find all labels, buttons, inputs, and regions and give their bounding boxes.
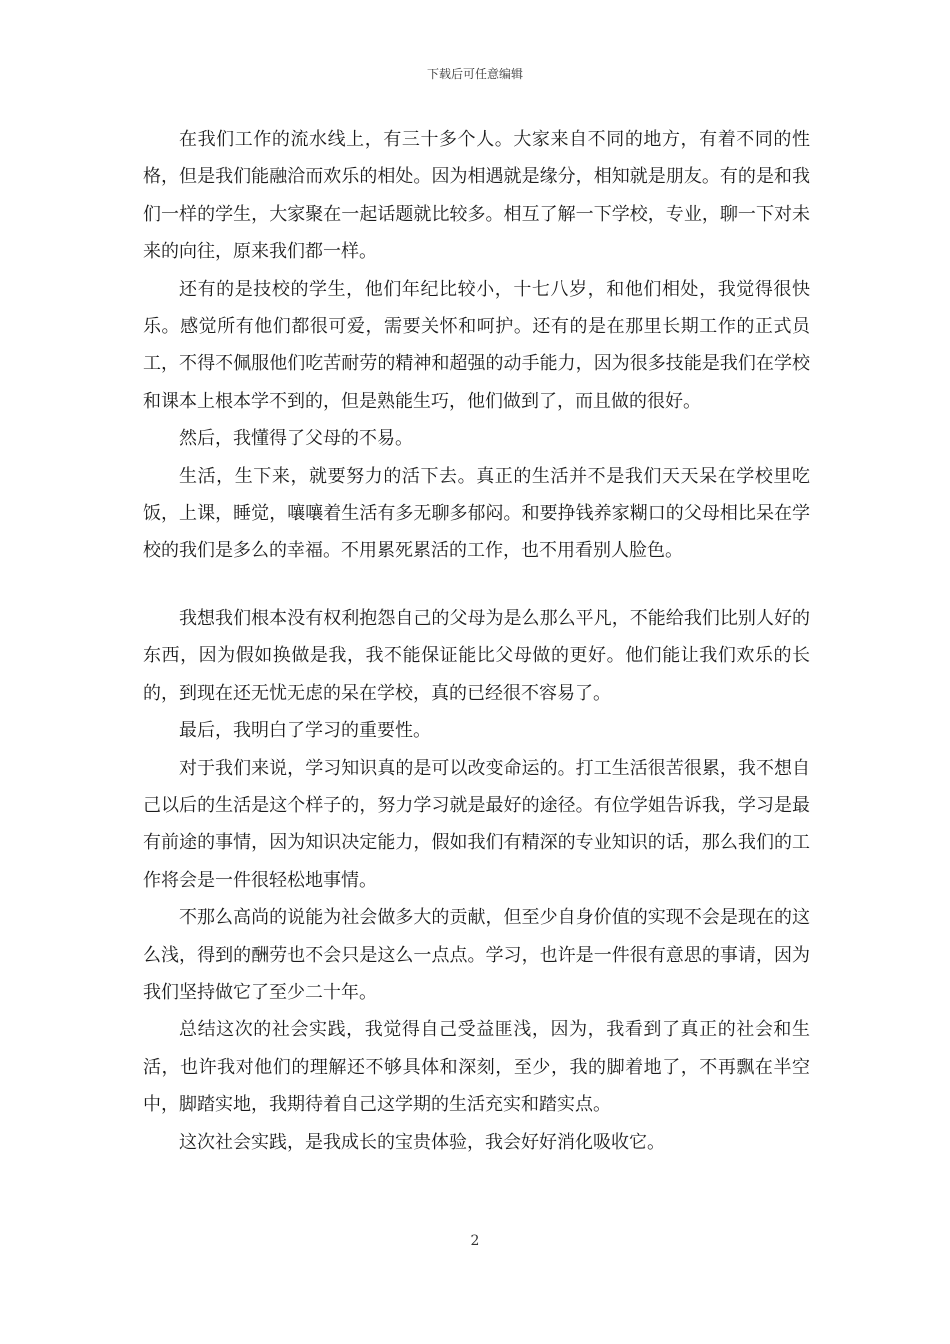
paragraph-gap: [143, 570, 810, 600]
paragraph: 最后，我明白了学习的重要性。: [179, 720, 431, 742]
paragraph: 生活，生下来，就要努力的活下去。真正的生活并不是我们天天呆在学校里吃饭，上课，睡觉，嚷嚷着生活有多无聊多郁闷。和要挣钱养家糊口的父母相比呆在学校的我们是多么的幸福。不用累死累活的工作，也不用看别人脸色。: [143, 465, 810, 562]
paragraph: 不那么高尚的说能为社会做多大的贡献，但至少自身价值的实现不会是现在的这么浅，得到的酬劳也不会只是这么一点点。学习，也许是一件很有意思的事请，因为我们坚持做它了至少二十年。: [143, 907, 810, 1003]
paragraph: 还有的是技校的学生，他们年纪比较小，十七八岁，和他们相处，我觉得很快乐。感觉所有他们都很可爱，需要关怀和呵护。还有的是在那里长期工作的正式员工，不得不佩服他们吃苦耐劳的精神和超强的动手能力，因为很多技能是我们在学校和课本上根本学不到的，但是熟能生巧，他们做到了，而且做的很好。: [143, 278, 810, 412]
paragraph: 总结这次的社会实践，我觉得自己受益匪浅，因为，我看到了真正的社会和生活，也许我对他们的理解还不够具体和深刻，至少，我的脚着地了，不再飘在半空中，脚踏实地，我期待着自己这学期的生活充实和踏实点。: [143, 1019, 810, 1116]
document-body: [143, 121, 810, 1161]
paragraph: 在我们工作的流水线上，有三十多个人。大家来自不同的地方，有着不同的性格，但是我们能融洽而欢乐的相处。因为相遇就是缘分，相知就是朋友。有的是和我们一样的学生，大家聚在一起话题就比较多。相互了解一下学校，专业，聊一下对未来的向往，原来我们都一样。: [143, 129, 810, 263]
page-number: 2: [470, 1233, 480, 1249]
paragraph: 我想我们根本没有权利抱怨自己的父母为是么那么平凡，不能给我们比别人好的东西，因为假如换做是我，我不能保证能比父母做的更好。他们能让我们欢乐的长的，到现在还无忧无虑的呆在学校，真的已经很不容易了。: [143, 607, 810, 704]
paragraph: 这次社会实践，是我成长的宝贵体验，我会好好消化吸收它。: [179, 1131, 665, 1153]
paragraph: 然后，我懂得了父母的不易。: [179, 428, 413, 450]
paragraph: 对于我们来说，学习知识真的是可以改变命运的。打工生活很苦很累，我不想自己以后的生活是这个样子的，努力学习就是最好的途径。有位学姐告诉我，学习是最有前途的事情，因为知识决定能力，假如我们有精深的专业知识的话，那么我们的工作将会是一件很轻松地事情。: [143, 757, 810, 891]
page-header: 下载后可任意编辑: [426, 67, 523, 81]
